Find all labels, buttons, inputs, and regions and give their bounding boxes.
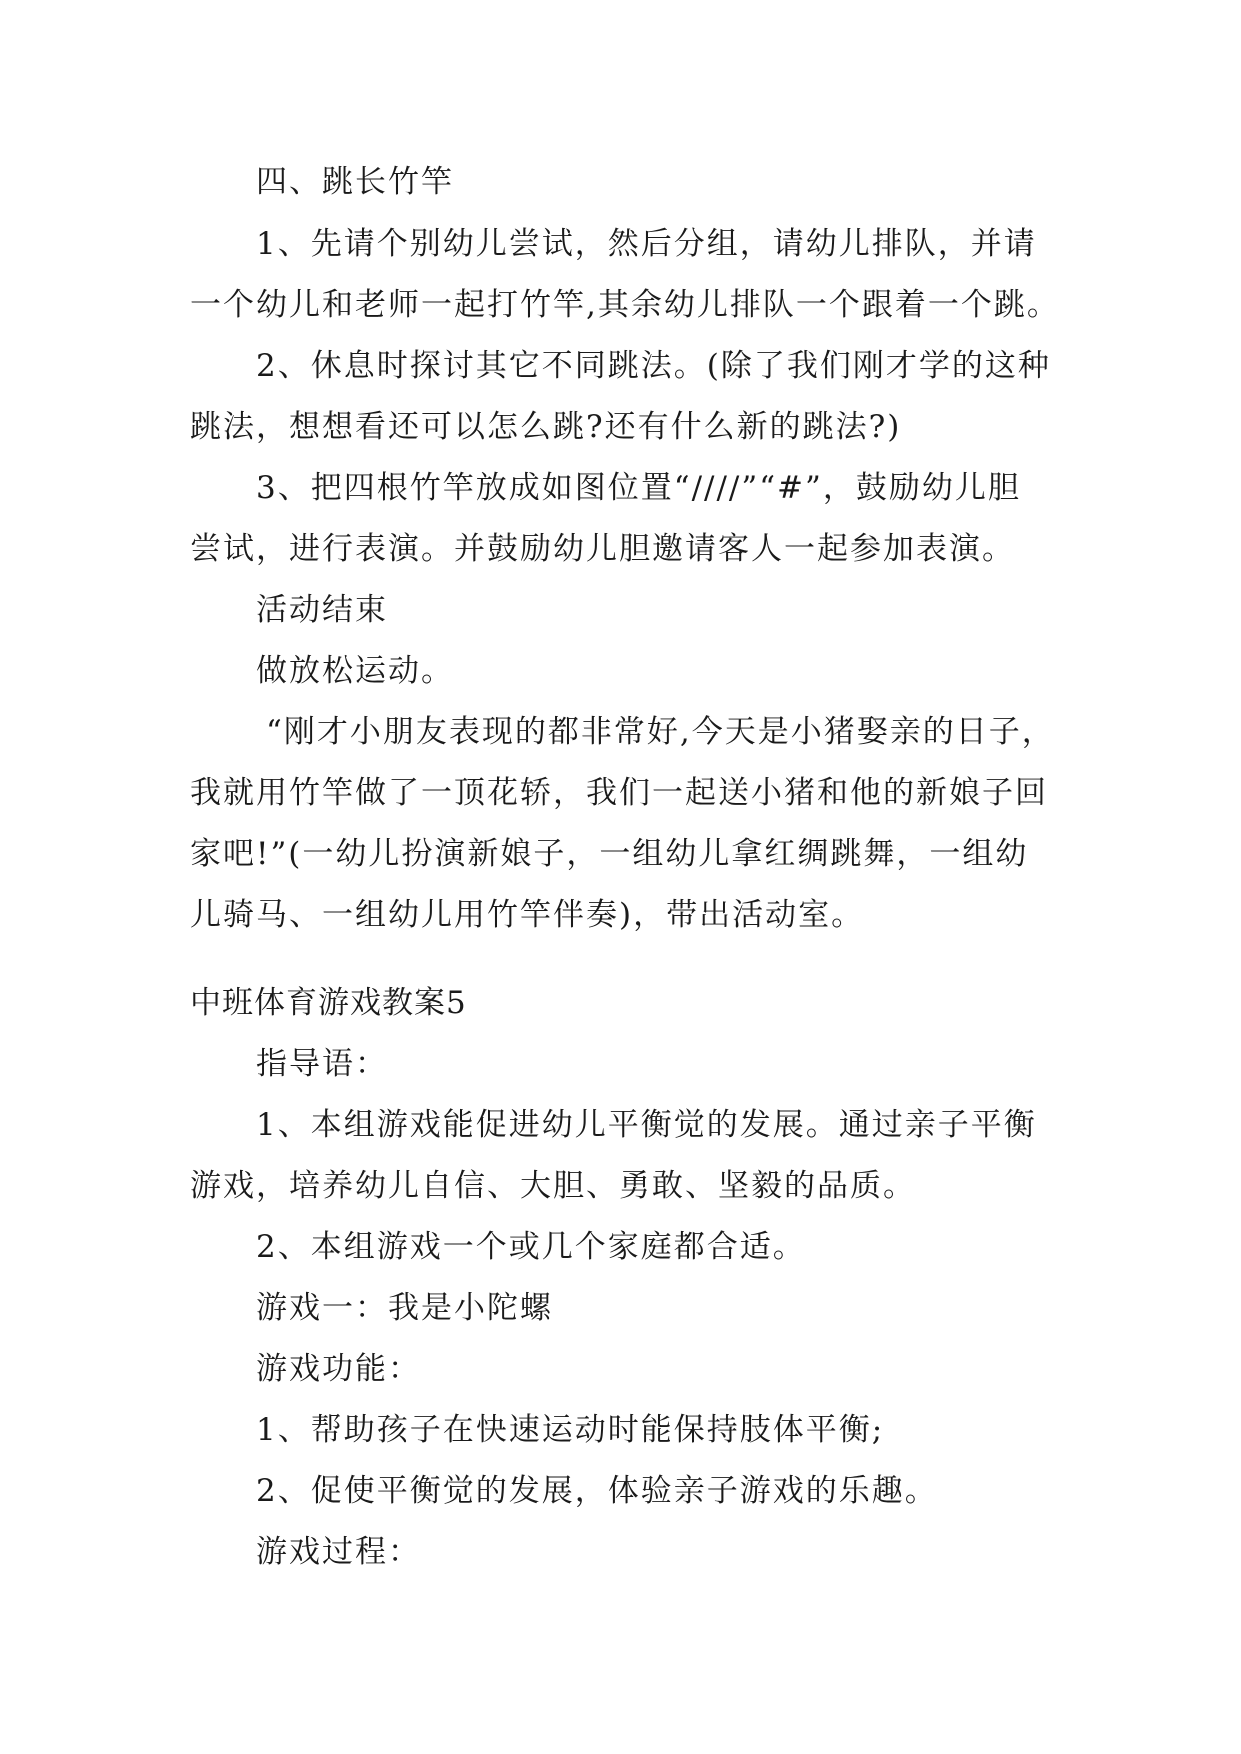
paragraph-line: 尝试，进行表演。并鼓励幼儿胆邀请客人一起参加表演。 bbox=[190, 531, 1015, 567]
paragraph-line: 游戏，培养幼儿自信、大胆、勇敢、坚毅的品质。 bbox=[190, 1168, 916, 1204]
section-heading: 活动结束 bbox=[256, 592, 388, 628]
paragraph-line: 2、本组游戏一个或几个家庭都合适。 bbox=[256, 1229, 806, 1265]
section-heading: 指导语： bbox=[256, 1046, 388, 1082]
paragraph-line: 做放松运动。 bbox=[256, 653, 454, 689]
paragraph-line: 2、促使平衡觉的发展，体验亲子游戏的乐趣。 bbox=[256, 1473, 938, 1509]
paragraph-line: 1、本组游戏能促进幼儿平衡觉的发展。通过亲子平衡 bbox=[256, 1107, 1037, 1143]
paragraph-line: 跳法，想想看还可以怎么跳?还有什么新的跳法?) bbox=[190, 409, 902, 445]
paragraph-line: 一个幼儿和老师一起打竹竿,其余幼儿排队一个跟着一个跳。 bbox=[190, 287, 1060, 323]
paragraph-line: 1、帮助孩子在快速运动时能保持肢体平衡; bbox=[256, 1412, 885, 1448]
paragraph-line: 家吧!”(一幼儿扮演新娘子，一组幼儿拿红绸跳舞，一组幼 bbox=[190, 836, 1029, 872]
paragraph-line: “刚才小朋友表现的都非常好,今天是小猪娶亲的日子， bbox=[266, 714, 1055, 750]
section-heading: 四、跳长竹竿 bbox=[256, 164, 454, 200]
document-title: 中班体育游戏教案5 bbox=[190, 985, 467, 1021]
paragraph-line: 3、把四根竹竿放成如图位置“////”“#”，鼓励幼儿胆 bbox=[256, 470, 1021, 506]
paragraph-line: 1、先请个别幼儿尝试，然后分组，请幼儿排队，并请 bbox=[256, 226, 1037, 262]
paragraph-line: 儿骑马、一组幼儿用竹竿伴奏)，带出活动室。 bbox=[190, 897, 865, 933]
paragraph-line: 2、休息时探讨其它不同跳法。(除了我们刚才学的这种 bbox=[256, 348, 1051, 384]
section-heading: 游戏一：我是小陀螺 bbox=[256, 1290, 553, 1326]
section-heading: 游戏功能： bbox=[256, 1351, 421, 1387]
paragraph-line: 我就用竹竿做了一顶花轿，我们一起送小猪和他的新娘子回 bbox=[190, 775, 1048, 811]
section-heading: 游戏过程： bbox=[256, 1534, 421, 1570]
